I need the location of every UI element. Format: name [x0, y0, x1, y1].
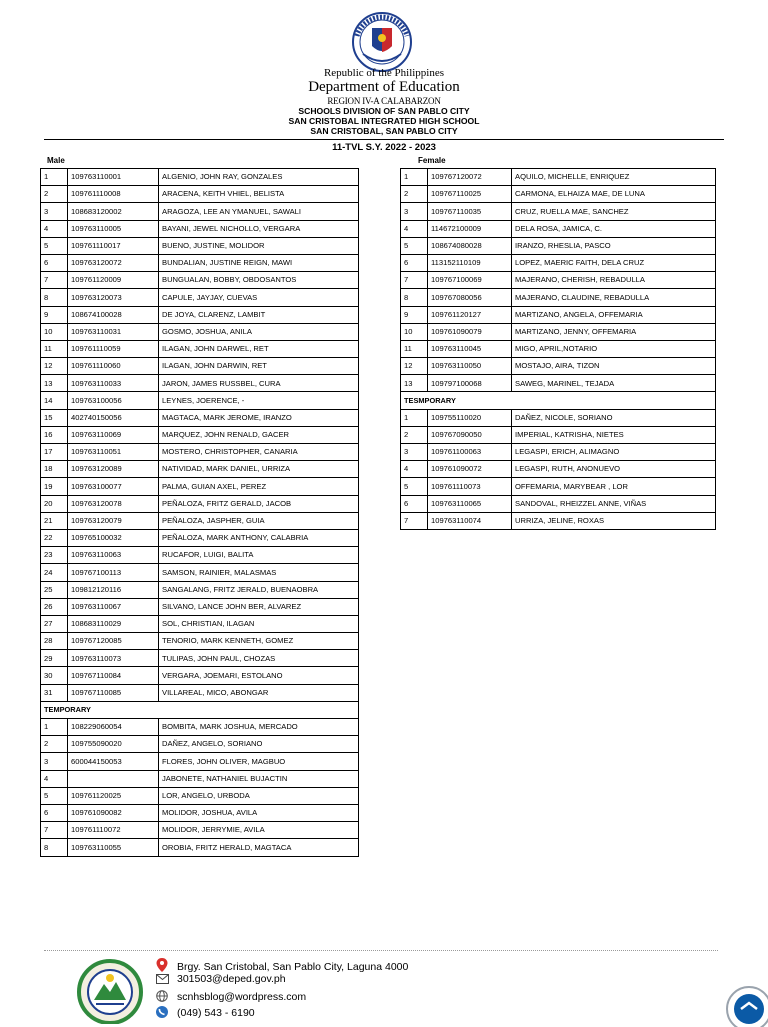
table-row: [41, 804, 359, 821]
lrn-cell: 109755090020: [68, 736, 159, 753]
lrn-cell: 109763120079: [68, 512, 159, 529]
lrn-cell: 109763110065: [428, 495, 512, 512]
table-row: [41, 392, 359, 409]
row-number: 6: [41, 254, 68, 271]
lrn-cell: 109797100068: [428, 375, 512, 392]
table-row: [41, 650, 359, 667]
lrn-cell: 108229060054: [68, 719, 159, 736]
student-name-cell: TENORIO, MARK KENNETH, GOMEZ: [159, 633, 359, 650]
student-name-cell: ALGENIO, JOHN RAY, GONZALES: [159, 169, 359, 186]
student-name-cell: DAÑEZ, NICOLE, SORIANO: [512, 409, 716, 426]
student-name-cell: PEÑALOZA, JASPHER, GUIA: [159, 512, 359, 529]
lrn-cell: 109767100113: [68, 564, 159, 581]
male-label: Male: [47, 156, 65, 165]
lrn-cell: 109767120072: [428, 169, 512, 186]
student-name-cell: ILAGAN, JOHN DARWEL, RET: [159, 340, 359, 357]
lrn-cell: 109767080056: [428, 289, 512, 306]
row-number: 1: [41, 719, 68, 736]
row-number: 7: [41, 272, 68, 289]
row-number: 23: [41, 547, 68, 564]
row-number: 18: [41, 461, 68, 478]
school-address: SAN CRISTOBAL, SAN PABLO CITY: [310, 126, 458, 136]
student-name-cell: IRANZO, RHESLIA, PASCO: [512, 237, 716, 254]
lrn-cell: 109812120116: [68, 581, 159, 598]
lrn-cell: 109763120089: [68, 461, 159, 478]
row-number: 22: [41, 529, 68, 546]
student-name-cell: MOSTERO, CHRISTOPHER, CANARIA: [159, 444, 359, 461]
row-number: 5: [41, 237, 68, 254]
row-number: 2: [41, 186, 68, 203]
table-row: [41, 822, 359, 839]
table-row: [41, 409, 359, 426]
student-name-cell: MAJERANO, CLAUDINE, REBADULLA: [512, 289, 716, 306]
student-name-cell: BUNGUALAN, BOBBY, OBDOSANTOS: [159, 272, 359, 289]
row-number: 10: [401, 323, 428, 340]
footer-phone: [156, 1006, 255, 1021]
lrn-cell: 108683120002: [68, 203, 159, 220]
student-name-cell: OFFEMARIA, MARYBEAR , LOR: [512, 478, 716, 495]
row-number: 11: [401, 340, 428, 357]
lrn-cell: 402740150056: [68, 409, 159, 426]
table-row: [401, 237, 716, 254]
row-number: 15: [41, 409, 68, 426]
row-number: 30: [41, 667, 68, 684]
table-row: [41, 753, 359, 770]
student-name-cell: BUNDALIAN, JUSTINE REIGN, MAWI: [159, 254, 359, 271]
republic-text: Republic of the Philippines: [323, 67, 445, 79]
lrn-cell: 109763110051: [68, 444, 159, 461]
student-name-cell: ILAGAN, JOHN DARWIN, RET: [159, 358, 359, 375]
lrn-cell: 108683110029: [68, 615, 159, 632]
row-number: 29: [41, 650, 68, 667]
table-row: [41, 684, 359, 701]
lrn-cell: 109761100063: [428, 444, 512, 461]
lrn-cell: 109763110045: [428, 340, 512, 357]
temporary-label: TESMPORARY: [401, 392, 716, 409]
table-row: [41, 478, 359, 495]
table-row: [41, 736, 359, 753]
row-number: 27: [41, 615, 68, 632]
row-number: 1: [41, 169, 68, 186]
student-name-cell: CRUZ, RUELLA MAE, SANCHEZ: [512, 203, 716, 220]
student-name-cell: ARACENA, KEITH VHIEL, BELISTA: [159, 186, 359, 203]
student-name-cell: SOL, CHRISTIAN, ILAGAN: [159, 615, 359, 632]
table-row: [41, 220, 359, 237]
row-number: 1: [401, 169, 428, 186]
row-number: 4: [401, 461, 428, 478]
row-number: 7: [401, 272, 428, 289]
lrn-cell: [68, 770, 159, 787]
row-number: 14: [41, 392, 68, 409]
table-row: [401, 340, 716, 357]
row-number: 12: [401, 358, 428, 375]
row-number: 17: [41, 444, 68, 461]
student-name-cell: MOSTAJO, AIRA, TIZON: [512, 358, 716, 375]
lrn-cell: 109761120025: [68, 787, 159, 804]
lrn-cell: 109763120072: [68, 254, 159, 271]
table-row: [41, 547, 359, 564]
section-header-row: [401, 392, 716, 409]
student-name-cell: MAJERANO, CHERISH, REBADULLA: [512, 272, 716, 289]
header-divider: [44, 139, 724, 140]
lrn-cell: 109767110035: [428, 203, 512, 220]
row-number: 13: [41, 375, 68, 392]
table-row: [41, 495, 359, 512]
lrn-cell: 109763120078: [68, 495, 159, 512]
table-row: [41, 719, 359, 736]
lrn-cell: 109763120073: [68, 289, 159, 306]
lrn-cell: 109761110008: [68, 186, 159, 203]
table-row: [401, 289, 716, 306]
lrn-cell: 108674100028: [68, 306, 159, 323]
table-row: [41, 169, 359, 186]
student-name-cell: ARAGOZA, LEE AN YMANUEL, SAWALI: [159, 203, 359, 220]
row-number: 4: [41, 220, 68, 237]
lrn-cell: 109763110073: [68, 650, 159, 667]
division-text: SCHOOLS DIVISION OF SAN PABLO CITY: [298, 106, 470, 116]
row-number: 10: [41, 323, 68, 340]
table-row: [401, 306, 716, 323]
lrn-cell: 113152110109: [428, 254, 512, 271]
table-row: [41, 770, 359, 787]
row-number: 3: [41, 203, 68, 220]
lrn-cell: 109761110059: [68, 340, 159, 357]
lrn-cell: 109763110031: [68, 323, 159, 340]
student-name-cell: SAWEG, MARINEL, TEJADA: [512, 375, 716, 392]
student-name-cell: LEGASPI, ERICH, ALIMAGNO: [512, 444, 716, 461]
row-number: 12: [41, 358, 68, 375]
lrn-cell: 109763110033: [68, 375, 159, 392]
lrn-cell: 109767110025: [428, 186, 512, 203]
row-number: 5: [401, 478, 428, 495]
student-name-cell: SAMSON, RAINIER, MALASMAS: [159, 564, 359, 581]
lrn-cell: 109763110067: [68, 598, 159, 615]
globe-icon: [156, 990, 170, 1005]
row-number: 24: [41, 564, 68, 581]
student-name-cell: BOMBITA, MARK JOSHUA, MERCADO: [159, 719, 359, 736]
female-student-table: [400, 168, 716, 530]
lrn-cell: 109761110073: [428, 478, 512, 495]
student-name-cell: LEYNES, JOERENCE, -: [159, 392, 359, 409]
table-row: [401, 220, 716, 237]
row-number: 2: [41, 736, 68, 753]
student-name-cell: FLORES, JOHN OLIVER, MAGBUO: [159, 753, 359, 770]
table-row: [401, 186, 716, 203]
lrn-cell: 109767120085: [68, 633, 159, 650]
temporary-label: TEMPORARY: [41, 701, 359, 718]
row-number: 4: [401, 220, 428, 237]
table-row: [401, 478, 716, 495]
table-row: [41, 358, 359, 375]
student-name-cell: BAYANI, JEWEL NICHOLLO, VERGARA: [159, 220, 359, 237]
student-name-cell: MARTIZANO, JENNY, OFFEMARIA: [512, 323, 716, 340]
lrn-cell: 109763110074: [428, 512, 512, 529]
lrn-cell: 109763100077: [68, 478, 159, 495]
footer-website: [156, 990, 306, 1005]
row-number: 9: [41, 306, 68, 323]
table-row: [41, 237, 359, 254]
row-number: 6: [401, 254, 428, 271]
row-number: 2: [401, 186, 428, 203]
lrn-cell: 600044150053: [68, 753, 159, 770]
student-name-cell: MOLIDOR, JOSHUA, AVILA: [159, 804, 359, 821]
row-number: 11: [41, 340, 68, 357]
table-row: [41, 444, 359, 461]
student-name-cell: LOR, ANGELO, URBODA: [159, 787, 359, 804]
row-number: 31: [41, 684, 68, 701]
lrn-cell: 109761110017: [68, 237, 159, 254]
student-name-cell: IMPERIAL, KATRISHA, NIETES: [512, 426, 716, 443]
table-row: [401, 254, 716, 271]
table-row: [41, 615, 359, 632]
table-row: [401, 444, 716, 461]
row-number: 6: [401, 495, 428, 512]
region-text: REGION IV-A CALABARZON: [327, 96, 441, 106]
table-row: [41, 289, 359, 306]
student-name-cell: JARON, JAMES RUSSBEL, CURA: [159, 375, 359, 392]
row-number: 4: [41, 770, 68, 787]
male-student-table: [40, 168, 359, 857]
table-row: [41, 461, 359, 478]
lrn-cell: 109763110055: [68, 839, 159, 856]
table-row: [401, 426, 716, 443]
lrn-cell: 109763110063: [68, 547, 159, 564]
row-number: 1: [401, 409, 428, 426]
row-number: 25: [41, 581, 68, 598]
phone-icon: [156, 1006, 170, 1021]
lrn-cell: 109763110001: [68, 169, 159, 186]
row-number: 26: [41, 598, 68, 615]
student-name-cell: PEÑALOZA, MARK ANTHONY, CALABRIA: [159, 529, 359, 546]
table-row: [41, 598, 359, 615]
row-number: 6: [41, 804, 68, 821]
lrn-cell: 109761090079: [428, 323, 512, 340]
table-row: [41, 203, 359, 220]
table-row: [41, 375, 359, 392]
row-number: 19: [41, 478, 68, 495]
row-number: 8: [41, 289, 68, 306]
footer-phone-text: (049) 543 - 6190: [177, 1007, 255, 1019]
student-name-cell: MAGTACA, MARK JEROME, IRANZO: [159, 409, 359, 426]
student-name-cell: OROBIA, FRITZ HERALD, MAGTACA: [159, 839, 359, 856]
student-name-cell: MARTIZANO, ANGELA, OFFEMARIA: [512, 306, 716, 323]
student-name-cell: DELA ROSA, JAMICA, C.: [512, 220, 716, 237]
student-name-cell: PALMA, GUIAN AXEL, PEREZ: [159, 478, 359, 495]
student-name-cell: MOLIDOR, JERRYMIE, AVILA: [159, 822, 359, 839]
row-number: 3: [41, 753, 68, 770]
deped-seal-logo: [349, 12, 415, 72]
footer-divider: [44, 950, 718, 951]
student-name-cell: SANDOVAL, RHEIZZEL ANNE, VIÑAS: [512, 495, 716, 512]
footer-email: [156, 974, 286, 987]
row-number: 5: [41, 787, 68, 804]
row-number: 3: [401, 444, 428, 461]
table-row: [401, 358, 716, 375]
table-row: [401, 512, 716, 529]
student-name-cell: SANGALANG, FRITZ JERALD, BUENAOBRA: [159, 581, 359, 598]
lrn-cell: 114672100009: [428, 220, 512, 237]
lrn-cell: 109763110005: [68, 220, 159, 237]
student-name-cell: VERGARA, JOEMARI, ESTOLANO: [159, 667, 359, 684]
row-number: 21: [41, 512, 68, 529]
student-name-cell: JABONETE, NATHANIEL BUJACTIN: [159, 770, 359, 787]
student-name-cell: TULIPAS, JOHN PAUL, CHOZAS: [159, 650, 359, 667]
lrn-cell: 109767110085: [68, 684, 159, 701]
student-name-cell: VILLAREAL, MICO, ABONGAR: [159, 684, 359, 701]
footer-address-text: Brgy. San Cristobal, San Pablo City, Laguna 4000: [177, 961, 409, 973]
lrn-cell: 109763100056: [68, 392, 159, 409]
student-name-cell: URRIZA, JELINE, ROXAS: [512, 512, 716, 529]
section-title: 11-TVL S.Y. 2022 - 2023: [332, 142, 436, 153]
student-name-cell: PEÑALOZA, FRITZ GERALD, JACOB: [159, 495, 359, 512]
lrn-cell: 109767090050: [428, 426, 512, 443]
row-number: 20: [41, 495, 68, 512]
student-name-cell: CAPULE, JAYJAY, CUEVAS: [159, 289, 359, 306]
table-row: [401, 375, 716, 392]
row-number: 2: [401, 426, 428, 443]
lrn-cell: 109761120009: [68, 272, 159, 289]
lrn-cell: 109767110084: [68, 667, 159, 684]
table-row: [401, 203, 716, 220]
location-pin-icon: [156, 958, 170, 975]
table-row: [401, 495, 716, 512]
table-row: [41, 272, 359, 289]
student-name-cell: MARQUEZ, JOHN RENALD, GACER: [159, 426, 359, 443]
lrn-cell: 108674080028: [428, 237, 512, 254]
student-name-cell: AQUILO, MICHELLE, ENRIQUEZ: [512, 169, 716, 186]
department-title: Department of Education: [308, 79, 460, 95]
row-number: 7: [401, 512, 428, 529]
student-name-cell: DAÑEZ, ANGELO, SORIANO: [159, 736, 359, 753]
row-number: 5: [401, 237, 428, 254]
student-name-cell: LOPEZ, MAERIC FAITH, DELA CRUZ: [512, 254, 716, 271]
row-number: 8: [41, 839, 68, 856]
table-row: [41, 839, 359, 856]
footer-website-text[interactable]: scnhsblog@wordpress.com: [177, 991, 307, 1003]
lrn-cell: 109763110069: [68, 426, 159, 443]
row-number: 9: [401, 306, 428, 323]
row-number: 3: [401, 203, 428, 220]
section-header-row: [41, 701, 359, 718]
row-number: 7: [41, 822, 68, 839]
female-label: Female: [418, 156, 446, 165]
table-row: [41, 787, 359, 804]
lrn-cell: 109767100069: [428, 272, 512, 289]
student-name-cell: DE JOYA, CLARENZ, LAMBIT: [159, 306, 359, 323]
table-row: [41, 254, 359, 271]
student-name-cell: GOSMO, JOSHUA, ANILA: [159, 323, 359, 340]
row-number: 13: [401, 375, 428, 392]
row-number: 28: [41, 633, 68, 650]
lrn-cell: 109755110020: [428, 409, 512, 426]
student-name-cell: NATIVIDAD, MARK DANIEL, URRIZA: [159, 461, 359, 478]
lrn-cell: 109761110060: [68, 358, 159, 375]
table-row: [41, 186, 359, 203]
table-row: [41, 581, 359, 598]
row-number: 8: [401, 289, 428, 306]
school-logo: [68, 956, 152, 1024]
table-row: [401, 461, 716, 478]
school-name: SAN CRISTOBAL INTEGRATED HIGH SCHOOL: [288, 116, 480, 126]
tuv-certification-logo: [725, 985, 768, 1027]
table-row: [41, 426, 359, 443]
lrn-cell: 109761090072: [428, 461, 512, 478]
lrn-cell: 109763110050: [428, 358, 512, 375]
table-row: [41, 340, 359, 357]
table-row: [41, 564, 359, 581]
student-name-cell: SILVANO, LANCE JOHN BER, ALVAREZ: [159, 598, 359, 615]
student-name-cell: BUENO, JUSTINE, MOLIDOR: [159, 237, 359, 254]
lrn-cell: 109761090082: [68, 804, 159, 821]
lrn-cell: 109761120127: [428, 306, 512, 323]
table-row: [41, 529, 359, 546]
student-name-cell: MIGO, APRIL,NOTARIO: [512, 340, 716, 357]
lrn-cell: 109761110072: [68, 822, 159, 839]
table-row: [401, 409, 716, 426]
table-row: [41, 306, 359, 323]
table-row: [401, 323, 716, 340]
table-row: [401, 169, 716, 186]
lrn-cell: 109765100032: [68, 529, 159, 546]
table-row: [41, 512, 359, 529]
table-row: [401, 272, 716, 289]
table-row: [41, 323, 359, 340]
student-name-cell: LEGASPI, RUTH, ANONUEVO: [512, 461, 716, 478]
table-row: [41, 633, 359, 650]
table-row: [41, 667, 359, 684]
student-name-cell: RUCAFOR, LUIGI, BALITA: [159, 547, 359, 564]
envelope-icon: [156, 974, 170, 987]
student-name-cell: CARMONA, ELHAIZA MAE, DE LUNA: [512, 186, 716, 203]
row-number: 16: [41, 426, 68, 443]
footer-email-text[interactable]: 301503@deped.gov.ph: [177, 973, 286, 985]
